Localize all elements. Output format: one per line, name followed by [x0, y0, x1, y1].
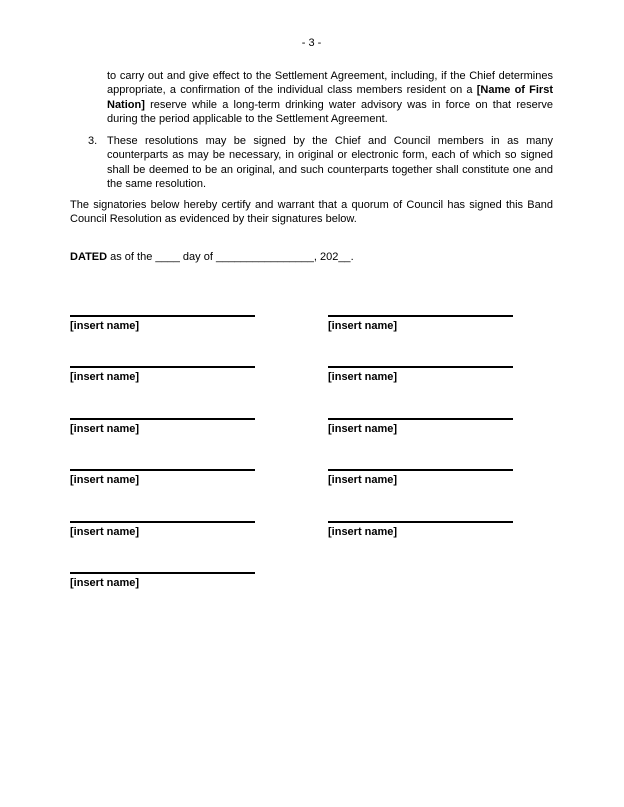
- signature-row: [70, 315, 553, 333]
- signature-block: [328, 418, 513, 436]
- continuation-text-after: reserve while a long-term drinking water advisory was in force on that reserve during the period applicable to the Settlement Agreement.: [107, 98, 553, 126]
- signature-block: [328, 521, 513, 539]
- signature-block: [70, 418, 255, 436]
- signature-row: [70, 418, 553, 436]
- signature-row: [70, 469, 553, 487]
- signature-name-placeholder: [insert name]: [328, 371, 398, 384]
- signature-block: [70, 469, 255, 487]
- month-blank: ________________: [215, 251, 314, 263]
- dated-text-1: as of the: [107, 251, 156, 263]
- signature-name-placeholder: [insert name]: [328, 320, 398, 332]
- signature-block: [328, 469, 513, 487]
- continuation-paragraph: [107, 69, 553, 127]
- signature-block: [70, 521, 255, 539]
- certification-paragraph: The signatories below hereby certify and warrant that a quorum of Council has signed this Band Council Resolution as evidenced by their signatures below.: [70, 199, 553, 226]
- dated-line: [70, 250, 553, 264]
- continuation-text-before: to carry out and give effect to the Settlement Agreement, including, if the Chief determines appropriate, a confirmation of the individual class members resident on a: [107, 70, 553, 97]
- signature-name-placeholder: [insert name]: [70, 422, 140, 435]
- signature-name-placeholder: [insert name]: [70, 371, 140, 384]
- year-blank: __: [338, 251, 351, 263]
- signature-name-placeholder: [insert name]: [328, 474, 398, 487]
- signature-section: [70, 315, 553, 623]
- list-item-3: [88, 134, 553, 192]
- list-item-3-marker: 3.: [88, 135, 98, 147]
- signature-name-placeholder: [insert name]: [328, 525, 398, 538]
- first-nation-name-placeholder: [Name of First Nation]: [107, 84, 553, 111]
- signature-name-placeholder: [insert name]: [70, 525, 140, 538]
- signature-name-placeholder: [insert name]: [70, 577, 140, 590]
- dated-label: DATED: [70, 251, 108, 263]
- signature-row: [70, 366, 553, 384]
- signature-name-placeholder: [insert name]: [328, 422, 398, 435]
- dated-period: .: [350, 251, 354, 263]
- signature-row: [70, 521, 553, 539]
- page-number: - 3 -: [301, 37, 322, 49]
- list-item-3-text: These resolutions may be signed by the Chief and Council members in as many counterparts as may be necessary, in original or electronic form, each of which so signed shall be deemed to be an original, and such counterparts together shall constitute one and the same resolution.: [107, 135, 553, 191]
- signature-block: [328, 366, 513, 384]
- signature-name-placeholder: [insert name]: [70, 320, 140, 332]
- signature-block: [328, 315, 513, 333]
- day-blank: ____: [155, 251, 180, 263]
- dated-text-3: , 202: [313, 251, 339, 263]
- signature-block: [70, 366, 255, 384]
- signature-block: [70, 572, 255, 590]
- signature-row: [70, 572, 553, 590]
- signature-block: [70, 315, 255, 333]
- dated-text-2: day of: [179, 251, 216, 263]
- signature-name-placeholder: [insert name]: [70, 474, 140, 487]
